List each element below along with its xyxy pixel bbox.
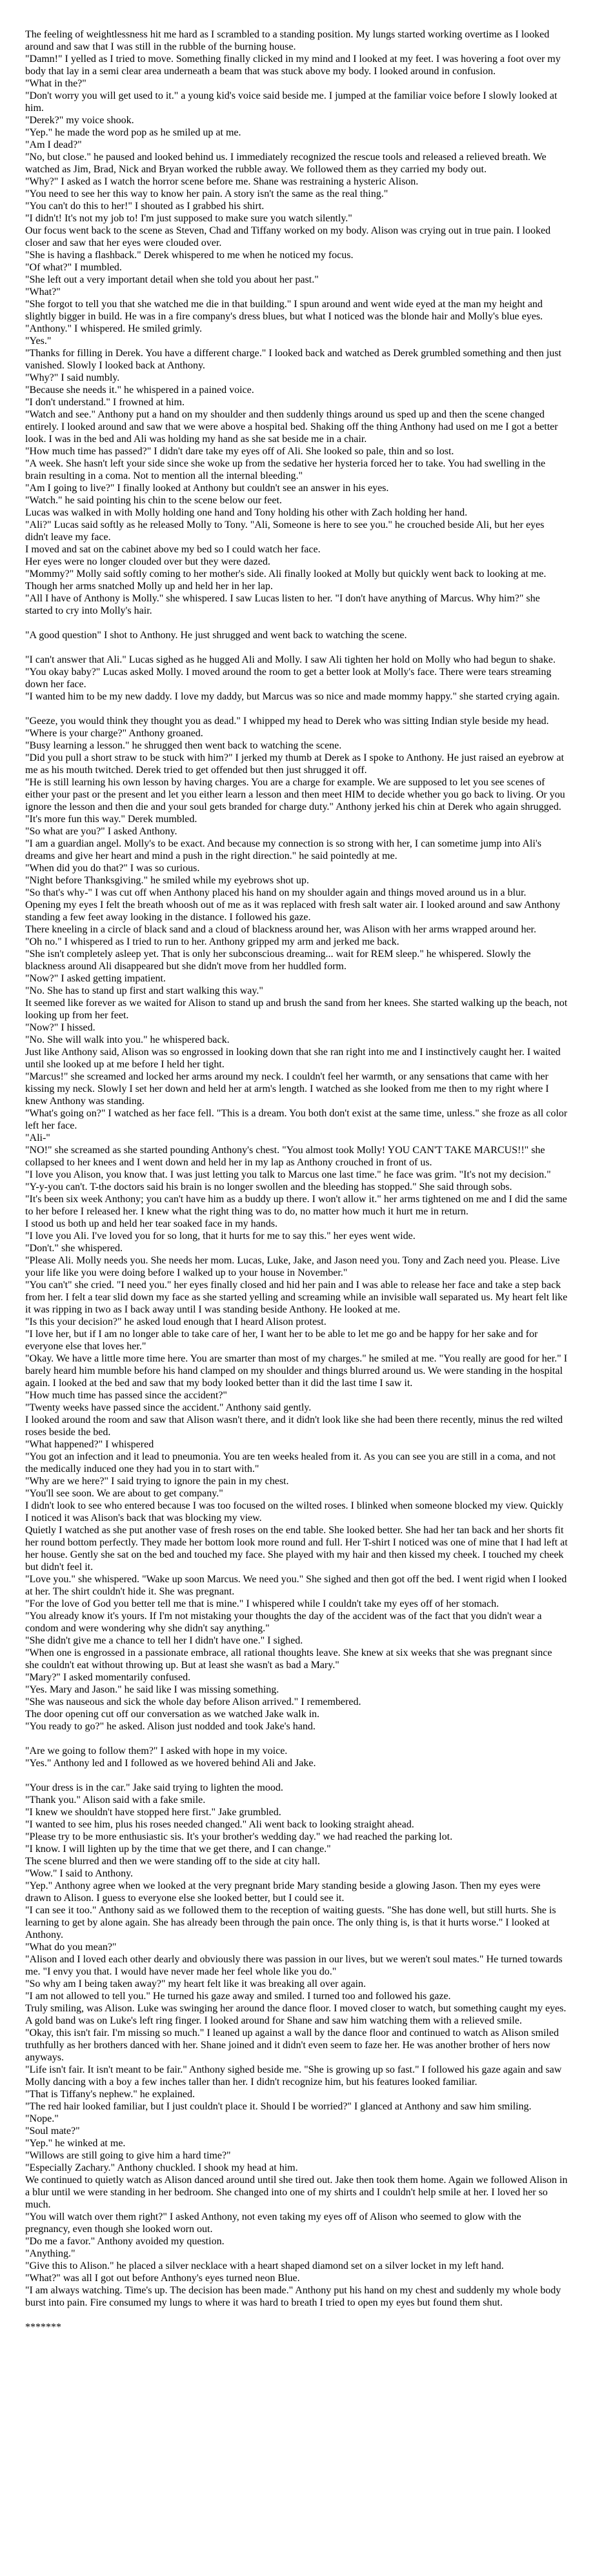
- story-paragraph: "Please try to be more enthusiastic sis. It's your brother's wedding day." we had reached the parking lot.: [25, 1831, 453, 1842]
- story-paragraph: "Don't." she whispered.: [25, 1243, 123, 1254]
- story-paragraph: "Willows are still going to give him a hard time?": [25, 2150, 231, 2161]
- story-paragraph: "You can't do this to her!" I shouted as I grabbed his shirt.: [25, 201, 265, 212]
- story-paragraph: "Twenty weeks have passed since the accident." Anthony said gently.: [25, 1402, 312, 1413]
- story-paragraph: "Ali?" Lucas said softly as he released Molly to Tony. "Ali, Someone is here to see you." he crouched beside Ali, but her eyes didn't leave my face.: [25, 519, 545, 543]
- story-paragraph: "That is Tiffany's nephew." he explained.: [25, 2089, 196, 2100]
- story-paragraph: "Because she needs it." he whispered in a pained voice.: [25, 385, 254, 396]
- story-paragraph: "Yep." Anthony agree when we looked at the very pregnant bride Mary standing beside a glowing Jason. Then my eyes were drawn to Alison. I guess to everyone else she looked better, but I could see it.: [25, 1880, 541, 1904]
- story-paragraph: "Love you." she whispered. "Wake up soon Marcus. We need you." She sighed and then got off the bed. I went rigid when I looked at her. The shirt couldn't hide it. She was pregnant.: [25, 1574, 567, 1597]
- story-paragraph: "Why are we here?" I said trying to ignore the pain in my chest.: [25, 1476, 289, 1487]
- story-paragraph: "She was nauseous and sick the whole day before Alison arrived." I remembered.: [25, 1696, 361, 1707]
- story-paragraph: "She is having a flashback." Derek whispered to me when he noticed my focus.: [25, 250, 354, 261]
- story-paragraph: "So that's why-" I was cut off when Anthony placed his hand on my shoulder again and things moved around us in a blur.: [25, 887, 527, 898]
- story-paragraph: "What?": [25, 287, 61, 297]
- story-paragraph: "I know. I will lighten up by the time that we get there, and I can change.": [25, 1844, 331, 1855]
- story-paragraph: "You will watch over them right?" I asked Anthony, not even taking my eyes off of Alison who seemed to glow with the pregnancy, even though she looked worn out.: [25, 2211, 521, 2235]
- story-paragraph: "I am not allowed to tell you." He turned his gaze away and smiled. I turned too and followed his gaze.: [25, 1991, 451, 2002]
- story-paragraph: "No. She will walk into you." he whispered back.: [25, 1034, 230, 1045]
- story-paragraph: "No, but close." he paused and looked behind us. I immediately recognized the rescue tools and released a relieved breath. We watched as Jim, Brad, Nick and Bryan worked the rubble away. We followed them as they carried my body out.: [25, 152, 547, 175]
- story-paragraph: "Please Ali. Molly needs you. She needs her mom. Lucas, Luke, Jake, and Jason need you. Tony and Zach need you. Please. Live your life like you were doing before I walked up to your house in November.": [25, 1255, 560, 1278]
- story-paragraph: "I can see it too." Anthony said as we followed them to the reception of waiting guests. "She has done well, but still hurts. She is learning to get by alone again. She has already been through the pain once. The only thing is, is that it hurts worse." I looked at Anthony.: [25, 1905, 556, 1940]
- story-paragraph: "I love her, but if I am no longer able to take care of her, I want her to be able to let me go and be happy for her sake and for everyone else that loves her.": [25, 1329, 538, 1352]
- story-paragraph: I looked around the room and saw that Alison wasn't there, and it didn't look like she had been there recently, minus the red wilted roses beside the bed.: [25, 1414, 563, 1438]
- story-paragraph: "It's more fun this way." Derek mumbled.: [25, 814, 197, 825]
- story-paragraph: There kneeling in a circle of black sand and a cloud of blackness around her, was Alison with her arms wrapped around her.: [25, 924, 536, 935]
- story-paragraph: "NO!" she screamed as she started pounding Anthony's chest. "You almost took Molly! YOU CAN'T TAKE MARCUS!!" she collapsed to her knees and I went down and held her in my lap as Anthony crouched in front of us.: [25, 1145, 545, 1168]
- story-paragraph: "No. She has to stand up first and start walking this way.": [25, 985, 263, 996]
- story-paragraph: "Thank you." Alison said with a fake smile.: [25, 1795, 206, 1806]
- story-paragraph: "Busy learning a lesson." he shrugged then went back to watching the scene.: [25, 740, 342, 751]
- story-paragraph: The door opening cut off our conversation as we watched Jake walk in.: [25, 1709, 320, 1720]
- story-paragraph: "A good question" I shot to Anthony. He just shrugged and went back to watching the scene.: [25, 630, 407, 641]
- story-paragraph: "Of what?" I mumbled.: [25, 262, 122, 273]
- story-paragraph: "You got an infection and it lead to pneumonia. You are ten weeks healed from it. As you can see you are still in a coma, and not the medically induced one they had you in to start with.": [25, 1451, 556, 1474]
- story-paragraph: "Give this to Alison." he placed a silver necklace with a heart shaped diamond set on a silver locket in my left hand.: [25, 2260, 504, 2271]
- story-paragraph: "Do me a favor." Anthony avoided my question.: [25, 2236, 225, 2247]
- paragraph-break: [25, 641, 568, 654]
- story-paragraph: "Did you pull a short straw to be stuck with him?" I jerked my thumb at Derek as I spoke to Anthony. He just raised an eyebrow at me as his mouth twitched. Derek tried to get offended but then just shrugged it off.: [25, 752, 564, 776]
- story-paragraph: "Where is your charge?" Anthony groaned.: [25, 728, 203, 739]
- paragraph-break: [25, 2309, 568, 2321]
- story-paragraph: "Marcus!" she screamed and locked her arms around my neck. I couldn't feel her warmth, or any sensations that came with her kissing my neck. Slowly I set her down and held her at arm's length. I watched as she looked from me then to my right where I knew Anthony was standing.: [25, 1071, 549, 1107]
- section-divider: *******: [25, 2322, 61, 2333]
- story-paragraph: "Ali-": [25, 1132, 50, 1143]
- story-paragraph: "Geeze, you would think they thought you as dead." I whipped my head to Derek who was sitting Indian style beside my head.: [25, 716, 549, 727]
- story-paragraph: The feeling of weightlessness hit me hard as I scrambled to a standing position. My lungs started working overtime as I looked around and saw that I was still in the rubble of the burning house.: [25, 29, 550, 52]
- story-paragraph: "Watch and see." Anthony put a hand on my shoulder and then suddenly things around us sped up and then the scene changed entirely. I looked around and saw that we were above a hospital bed. Shaking off the thing Anthony had used on me I got a better look. I was in the bed and Ali was holding my hand as she sat beside me in a chair.: [25, 409, 558, 445]
- story-paragraph: "Yes.": [25, 336, 52, 347]
- story-paragraph: "Now?" I hissed.: [25, 1022, 96, 1033]
- story-paragraph: "What do you mean?": [25, 1942, 117, 1953]
- story-paragraph: "Yep." he made the word pop as he smiled up at me.: [25, 127, 241, 138]
- story-paragraph: I moved and sat on the cabinet above my bed so I could watch her face.: [25, 544, 321, 555]
- story-paragraph: Truly smiling, was Alison. Luke was swinging her around the dance floor. I moved closer to watch, but something caught my eyes. A gold band was on Luke's left ring finger. I looked around for Shane and saw him watching them with a relieved smile.: [25, 2003, 567, 2026]
- story-paragraph: "Yes. Mary and Jason." he said like I was missing something.: [25, 1684, 279, 1695]
- story-paragraph: "What's going on?" I watched as her face fell. "This is a dream. You both don't exist at the same time, unless." she froze as all color left her face.: [25, 1108, 568, 1131]
- story-paragraph: "You'll see soon. We are about to get company.": [25, 1488, 223, 1499]
- story-paragraph: We continued to quietly watch as Alison danced around until she tired out. Jake then took them home. Again we followed Alison in a blur until we were standing in her bedroom. She changed into one of my shirts and I couldn't help smile at her. I loved her so much.: [25, 2175, 568, 2210]
- story-paragraph: "What?" was all I got out before Anthony's eyes turned neon Blue.: [25, 2273, 300, 2284]
- story-paragraph: "Don't worry you will get used to it." a young kid's voice said beside me. I jumped at the familiar voice before I slowly looked at him.: [25, 90, 558, 114]
- paragraph-break: [25, 617, 568, 629]
- story-paragraph: "Are we going to follow them?" I asked with hope in my voice.: [25, 1746, 288, 1756]
- story-paragraph: "I love you Alison, you know that. I was just letting you talk to Marcus one last time." he face was grim. "It's not my decision.": [25, 1169, 551, 1180]
- story-paragraph: "You already know it's yours. If I'm not mistaking your thoughts the day of the accident was of the fact that you didn't wear a condom and were wondering why she didn't say anything.": [25, 1611, 542, 1634]
- story-paragraph: "Soul mate?": [25, 2126, 80, 2137]
- story-paragraph: "How much time has passed since the accident?": [25, 1390, 227, 1401]
- story-paragraph: "I love you Ali. I've loved you for so long, that it hurts for me to say this." her eyes went wide.: [25, 1231, 416, 1242]
- story-paragraph: "Thanks for filling in Derek. You have a different charge." I looked back and watched as Derek grumbled something and then just vanished. Slowly I looked back at Anthony.: [25, 348, 561, 371]
- story-paragraph: "What in the?": [25, 78, 86, 89]
- story-paragraph: "Okay. We have a little more time here. You are smarter than most of my charges." he smiled at me. "You really are good for her." I barely heard him mumble before his hand clamped on my shoulder and things blurred around us. We were standing in the hospital again. I looked at the bed and saw that my body looked better than it did the last time I saw it.: [25, 1353, 568, 1389]
- story-paragraph: "Watch." he said pointing his chin to the scene below our feet.: [25, 495, 282, 506]
- story-paragraph: "Mary?" I asked momentarily confused.: [25, 1672, 191, 1683]
- story-paragraph: "Mommy?" Molly said softly coming to her mother's side. Ali finally looked at Molly but quickly went back to looking at me. Though her arms snatched Molly up and held her in her lap.: [25, 569, 547, 592]
- story-paragraph: "Y-y-you can't. T-the doctors said his brain is no longer swollen and the bleeding has stopped." She said through sobs.: [25, 1182, 512, 1192]
- story-paragraph: I stood us both up and held her tear soaked face in my hands.: [25, 1218, 278, 1229]
- story-paragraph: "Why?" I said numbly.: [25, 372, 120, 383]
- story-paragraph: "A week. She hasn't left your side since she woke up from the sedative her hysteria forced her to take. You had swelling in the brain resulting in a coma. Not to mention all the internal bleeding.": [25, 458, 546, 481]
- story-paragraph: "Damn!" I yelled as I tried to move. Something finally clicked in my mind and I looked at my feet. I was hovering a foot over my body that lay in a semi clear area underneath a beam that was stuck above my body. I looked around in confusion.: [25, 54, 561, 77]
- story-paragraph: Her eyes were no longer clouded over but they were dazed.: [25, 556, 270, 567]
- story-paragraph: "What happened?" I whispered: [25, 1439, 154, 1450]
- story-paragraph: "I didn't! It's not my job to! I'm just supposed to make sure you watch silently.": [25, 213, 352, 224]
- story-paragraph: "I don't understand." I frowned at him.: [25, 397, 185, 408]
- story-paragraph: "You need to see her this way to know her pain. A story isn't the same as the real thing.": [25, 188, 388, 199]
- paragraph-break: [25, 703, 568, 715]
- story-paragraph: "All I have of Anthony is Molly." she whispered. I saw Lucas listen to her. "I don't have anything of Marcus. Why him?" she started to cry into Molly's hair.: [25, 593, 540, 616]
- story-paragraph: Just like Anthony said, Alison was so engrossed in looking down that she ran right into me and I instinctively caught her. I waited until she looked up at me before I held her tight.: [25, 1047, 561, 1070]
- story-paragraph: "I knew we shouldn't have stopped here first." Jake grumbled.: [25, 1807, 281, 1818]
- story-paragraph: "Yes." Anthony led and I followed as we hovered behind Ali and Jake.: [25, 1758, 316, 1769]
- story-paragraph: It seemed like forever as we waited for Alison to stand up and brush the sand from her knees. She started walking up the beach, not looking up from her feet.: [25, 998, 568, 1021]
- story-paragraph: "I wanted to see him, plus his roses needed changed." Ali went back to looking straight ahead.: [25, 1819, 414, 1830]
- story-paragraph: "I am a guardian angel. Molly's to be exact. And because my connection is so strong with her, I can sometime jump into Ali's dreams and give her heart and mind a push in the right direction." he said pointedly at me.: [25, 838, 541, 861]
- story-paragraph: "Derek?" my voice shook.: [25, 115, 134, 126]
- story-paragraph: Opening my eyes I felt the breath whoosh out of me as it was replaced with fresh salt water air. I looked around and saw Anthony standing a few feet away looking in the distance. I followed his gaze.: [25, 900, 561, 923]
- story-paragraph: "Am I dead?": [25, 139, 82, 150]
- paragraph-break: [25, 1733, 568, 1745]
- story-paragraph: "Your dress is in the car." Jake said trying to lighten the mood.: [25, 1782, 283, 1793]
- story-paragraph: "She forgot to tell you that she watched me die in that building." I spun around and went wide eyed at the man my height and slightly bigger in build. He was in a fire company's dress blues, but what I noticed was the blonde hair and Molly's blue eyes.: [25, 299, 543, 322]
- story-paragraph: "So what are you?" I asked Anthony.: [25, 826, 177, 837]
- story-paragraph: "You can't" she cried. "I need you." her eyes finally closed and hid her pain and I was able to release her face and take a step back from her. I felt a tear slid down my face as she started yelling and screaming while an invisible wall separated us. My heart felt like it was ripping in two as I back away until I was standing beside Anthony. He looked at me.: [25, 1280, 568, 1315]
- story-paragraph: "When one is engrossed in a passionate embrace, all rational thoughts leave. She knew at six weeks that she was pregnant since she couldn't eat without throwing up. But at least she wasn't as bad a Mary.": [25, 1647, 552, 1671]
- story-paragraph: "I am always watching. Time's up. The decision has been made." Anthony put his hand on my chest and suddenly my whole body burst into pain. Fire consumed my lungs to where it was hard to breath I tried to open my eyes but found them shut.: [25, 2285, 561, 2308]
- story-paragraph: "Alison and I loved each other dearly and obviously there was passion in our lives, but we weren't soul mates." He turned towards me. "I envy you that. I would have never made her feel whole like you do.": [25, 1954, 563, 1977]
- story-paragraph: "Wow." I said to Anthony.: [25, 1868, 134, 1879]
- story-paragraph: Quietly I watched as she put another vase of fresh roses on the end table. She looked better. She had her tan back and her shorts fit her round bottom perfectly. They made her bottom look more round and full. Her T-shirt I noticed was one of mine that I had left at her house. Gently she sat on the bed and touched my face. She played with my hair and then kissed my cheek. I touched my cheek but didn't feel it.: [25, 1525, 568, 1573]
- story-paragraph: "Night before Thanksgiving." he smiled while my eyebrows shot up.: [25, 875, 309, 886]
- story-text: [25, 28, 568, 2333]
- story-paragraph: "Oh no." I whispered as I tried to run to her. Anthony gripped my arm and jerked me back.: [25, 936, 399, 947]
- story-paragraph: Lucas was walked in with Molly holding one hand and Tony holding his other with Zach holding her hand.: [25, 507, 468, 518]
- story-paragraph: "It's been six week Anthony; you can't have him as a buddy up there. I won't allow it." her arms tightened on me and I did the same to her before I released her. I knew what the right thing was to do, no matter how much it hurt me in return.: [25, 1194, 567, 1217]
- story-paragraph: "For the love of God you better tell me that is mine." I whispered while I couldn't take my eyes off of her stomach.: [25, 1598, 499, 1609]
- story-paragraph: I didn't look to see who entered because I was too focused on the wilted roses. I blinked when someone blocked my view. Quickly I noticed it was Alison's back that was blocking my view.: [25, 1500, 564, 1524]
- story-paragraph: "Is this your decision?" he asked loud enough that I heard Alison protest.: [25, 1316, 327, 1327]
- story-paragraph: "Nope.": [25, 2113, 59, 2124]
- story-paragraph: "Yep." he winked at me.: [25, 2138, 126, 2149]
- story-paragraph: "Now?" I asked getting impatient.: [25, 973, 166, 984]
- story-paragraph: Our focus went back to the scene as Steven, Chad and Tiffany worked on my body. Alison was crying out in true pain. I looked closer and saw that her eyes were clouded over.: [25, 225, 551, 248]
- story-paragraph: "Anything.": [25, 2248, 76, 2259]
- story-paragraph: "So why am I being taken away?" my heart felt like it was breaking all over again.: [25, 1978, 366, 1989]
- story-paragraph: "When did you do that?" I was so curious.: [25, 863, 200, 874]
- story-paragraph: "I can't answer that Ali." Lucas sighed as he hugged Ali and Molly. I saw Ali tighten her hold on Molly who had begun to shake.: [25, 654, 556, 665]
- story-paragraph: "She isn't completely asleep yet. That is only her subconscious dreaming... wait for REM sleep." he whispered. Slowly the blackness around Ali disappeared but she didn't move from her huddled form.: [25, 949, 531, 972]
- story-paragraph: "She didn't give me a chance to tell her I didn't have one." I sighed.: [25, 1635, 303, 1646]
- story-paragraph: "How much time has passed?" I didn't dare take my eyes off of Ali. She looked so pale, thin and so lost.: [25, 446, 454, 457]
- story-paragraph: "Especially Zachary." Anthony chuckled. I shook my head at him.: [25, 2162, 298, 2173]
- story-paragraph: The scene blurred and then we were standing off to the side at city hall.: [25, 1856, 320, 1867]
- story-paragraph: "Okay, this isn't fair. I'm missing so much." I leaned up against a wall by the dance floor and continued to watch as Alison smiled truthfully as her brothers danced with her. Shane joined and it didn't even seem to faze her. He was another brother of hers now anyways.: [25, 2028, 559, 2063]
- story-paragraph: "You ready to go?" he asked. Alison just nodded and took Jake's hand.: [25, 1721, 316, 1732]
- story-paragraph: "Am I going to live?" I finally looked at Anthony but couldn't see an answer in his eyes.: [25, 483, 389, 494]
- story-paragraph: "Life isn't fair. It isn't meant to be fair." Anthony sighed beside me. "She is growing up so fast." I followed his gaze again and saw Molly dancing with a boy a few inches taller than her. I didn't recognize him, but his features looked familiar.: [25, 2064, 562, 2088]
- story-paragraph: "She left out a very important detail when she told you about her past.": [25, 274, 319, 285]
- story-paragraph: "You okay baby?" Lucas asked Molly. I moved around the room to get a better look at Molly's face. There were tears streaming down her face.: [25, 667, 552, 690]
- paragraph-break: [25, 1769, 568, 1782]
- story-paragraph: "The red hair looked familiar, but I just couldn't place it. Should I be worried?" I glanced at Anthony and saw him smiling.: [25, 2101, 532, 2112]
- story-paragraph: "I wanted him to be my new daddy. I love my daddy, but Marcus was so nice and made mommy happy." she started crying again.: [25, 691, 560, 702]
- story-paragraph: "Anthony." I whispered. He smiled grimly.: [25, 323, 203, 334]
- story-paragraph: "Why?" I asked as I watch the horror scene before me. Shane was restraining a hysteric Alison.: [25, 176, 419, 187]
- story-paragraph: "He is still learning his own lesson by having charges. You are a charge for example. We are supposed to let you see scenes of either your past or the present and let you either learn a lesson and then meet HIM to decide whether you go back to living. Or you ignore the lesson and then die and your soul gets branded for charge duty." Anthony jerked his chin at Derek who again shrugged.: [25, 777, 565, 812]
